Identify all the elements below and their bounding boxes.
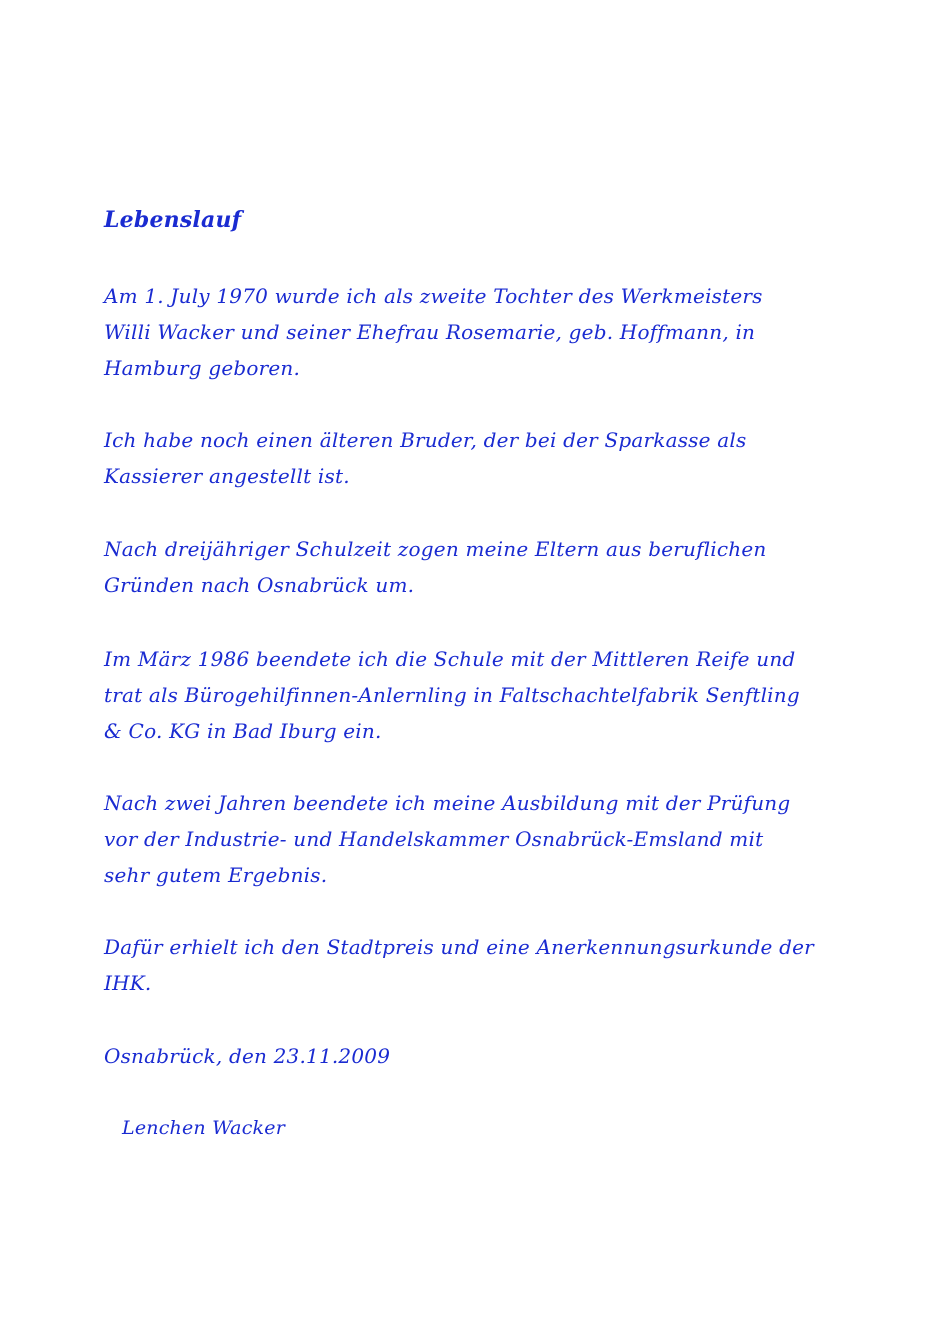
paragraph-brother [104, 422, 746, 494]
paragraph-relocation [104, 531, 767, 603]
text-line: Nach dreijähriger Schulzeit zogen meine Eltern aus beruflichen [104, 537, 767, 561]
paragraph-school [104, 641, 800, 749]
text-line: & Co. KG in Bad Iburg ein. [104, 719, 382, 743]
paragraph-training [104, 785, 790, 893]
text-line: vor der Industrie- und Handelskammer Osnabrück-Emsland mit [104, 827, 764, 851]
paragraph-birth [104, 278, 763, 386]
text-line: Willi Wacker und seiner Ehefrau Rosemarie, geb. Hoffmann, in [104, 320, 756, 344]
text-line: Dafür erhielt ich den Stadtpreis und eine Anerkennungsurkunde der [104, 935, 814, 959]
document-title: Lebenslauf [104, 207, 242, 233]
text-line: Am 1. July 1970 wurde ich als zweite Tochter des Werkmeisters [104, 284, 763, 308]
text-line: sehr gutem Ergebnis. [104, 863, 328, 887]
text-line: Ich habe noch einen älteren Bruder, der bei der Sparkasse als [104, 428, 747, 452]
paragraph-award [104, 929, 814, 1001]
text-line: trat als Bürogehilfinnen-Anlernling in Faltschachtelfabrik Senftling [104, 683, 800, 707]
text-line: Kassierer angestellt ist. [104, 464, 350, 488]
signature: Lenchen Wacker [122, 1117, 285, 1139]
text-line: Hamburg geboren. [104, 356, 301, 380]
text-line: Gründen nach Osnabrück um. [104, 573, 415, 597]
text-line: IHK. [104, 971, 152, 995]
text-line: Nach zwei Jahren beendete ich meine Ausbildung mit der Prüfung [104, 791, 791, 815]
text-line: Im März 1986 beendete ich die Schule mit der Mittleren Reife und [104, 647, 796, 671]
place-date: Osnabrück, den 23.11.2009 [104, 1044, 391, 1068]
